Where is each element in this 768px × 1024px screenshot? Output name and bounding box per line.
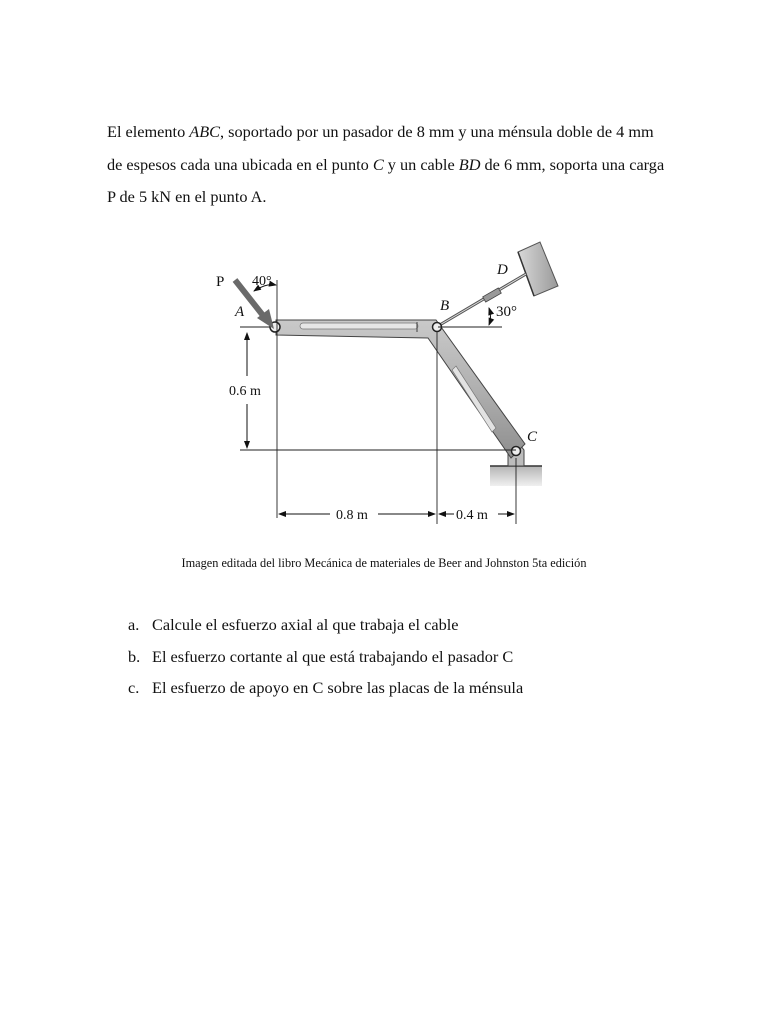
question-text: El esfuerzo cortante al que está trabajando el pasador C <box>152 646 514 666</box>
label-angle-30: 30° <box>496 304 517 320</box>
label-a: A <box>235 304 245 320</box>
label-b: B <box>440 298 450 314</box>
intro-text-2: , soportado por un pasador de 8 mm y una ménsula doble de 4 mm de espesos cada una ubicada en el punto <box>107 122 654 174</box>
mechanics-diagram <box>200 236 560 536</box>
question-label: b. <box>128 646 141 666</box>
label-angle-40: 40° <box>252 274 272 289</box>
point-c-label: C <box>372 154 384 174</box>
question-item <box>128 641 523 673</box>
label-d: D <box>497 262 508 278</box>
figure-caption: Imagen editada del libro Mecánica de materiales de Beer and Johnston 5ta edición <box>181 556 587 570</box>
question-label: c. <box>128 678 140 697</box>
question-list <box>128 609 523 704</box>
cable-bd-label: BD <box>458 154 481 174</box>
pin-c <box>512 447 521 456</box>
intro-text-1: El elemento <box>107 122 190 141</box>
question-text: El esfuerzo de apoyo en C sobre las placas de la ménsula <box>152 678 524 697</box>
question-label: a. <box>128 615 140 634</box>
question-text: Calcule el esfuerzo axial al que trabaja el cable <box>152 615 459 634</box>
angle-arc-30 <box>489 308 491 325</box>
intro-text-4: de 6 mm, soporta una carga P de 5 kN en el punto A. <box>107 154 665 206</box>
label-c: C <box>527 429 538 445</box>
intro-text-3: y un cable <box>383 154 459 174</box>
label-dimension-06: 0.6 m <box>229 384 261 399</box>
member-abc <box>276 320 525 458</box>
label-dimension-04: 0.4 m <box>456 508 488 523</box>
problem-statement <box>107 116 672 214</box>
wall-support-d <box>518 242 558 296</box>
question-item <box>128 672 523 704</box>
label-p: P <box>216 274 225 290</box>
question-item <box>128 609 523 641</box>
label-dimension-08: 0.8 m <box>336 508 368 523</box>
member-abc-label: ABC <box>189 122 221 141</box>
